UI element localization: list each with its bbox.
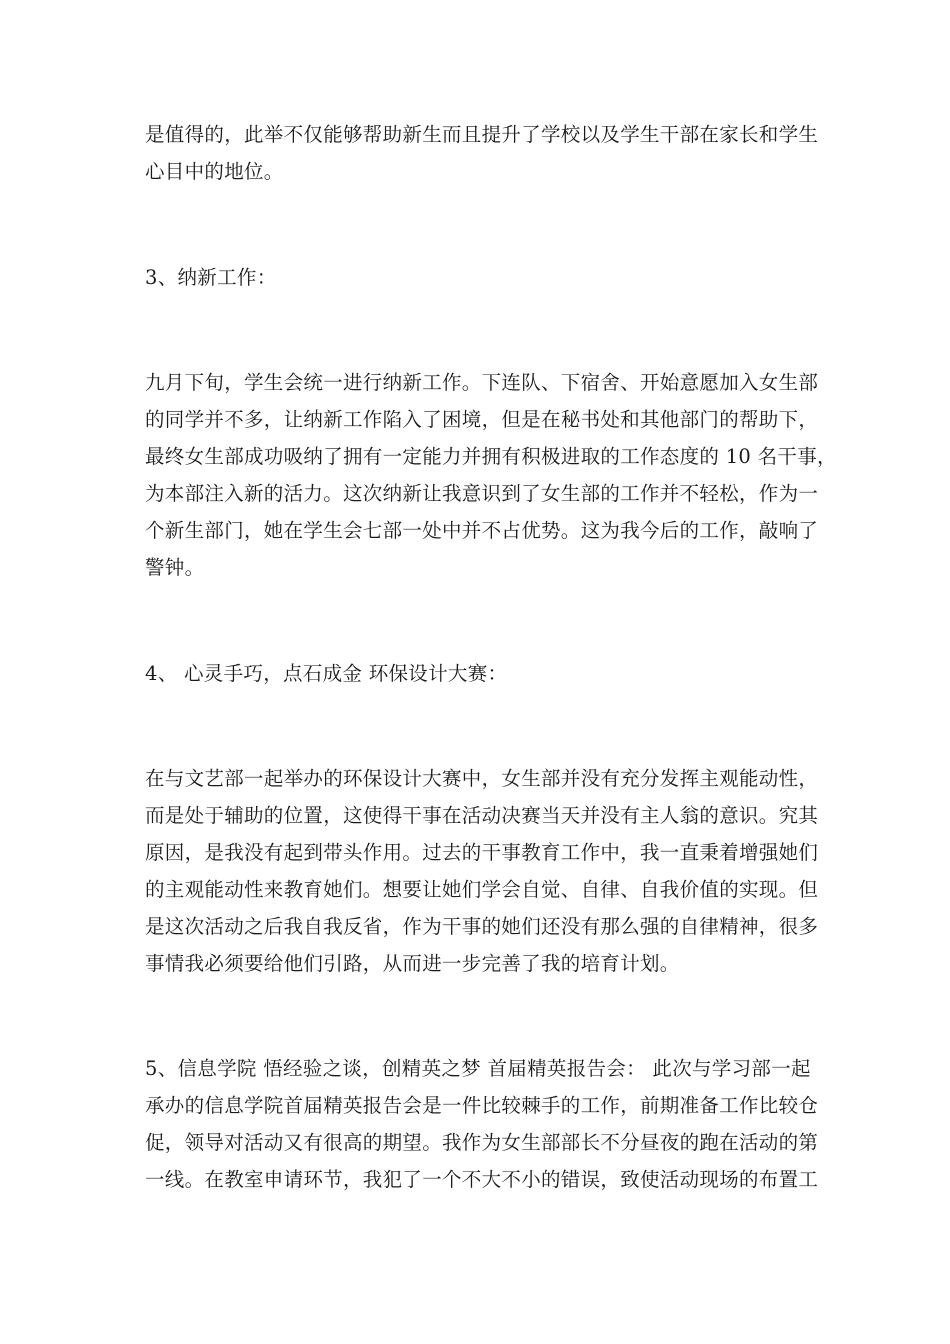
paragraph-2-line-2: 的同学并不多，让纳新工作陷入了困境，但是在秘书处和其他部门的帮助下， bbox=[145, 408, 819, 431]
paragraph-1-line-1: 是值得的，此举不仅能够帮助新生而且提升了学校以及学生干部在家长和学生 bbox=[145, 123, 819, 146]
paragraph-2-line-4: 为本部注入新的活力。这次纳新让我意识到了女生部的工作并不轻松，作为一 bbox=[145, 482, 819, 505]
paragraph-4-line-3: 促，领导对活动又有很高的期望。我作为女生部部长不分昼夜的跑在活动的第 bbox=[145, 1131, 819, 1154]
paragraph-2-line-5: 个新生部门，她在学生会七部一处中并不占优势。这为我今后的工作，敲响了 bbox=[145, 519, 819, 542]
paragraph-4-line-1: 5、信息学院 悟经验之谈，创精英之梦 首届精英报告会： 此次与学习部一起 bbox=[145, 1057, 811, 1080]
paragraph-3-line-5: 是这次活动之后我自我反省，作为干事的她们还没有那么强的自律精神，很多 bbox=[145, 915, 819, 938]
paragraph-3-line-3: 原因，是我没有起到带头作用。过去的干事教育工作中，我一直秉着增强她们 bbox=[145, 841, 819, 864]
paragraph-3-line-1: 在与文艺部一起举办的环保设计大赛中，女生部并没有充分发挥主观能动性， bbox=[145, 767, 819, 790]
paragraph-4-line-4: 一线。在教室申请环节，我犯了一个不大不小的错误，致使活动现场的布置工 bbox=[145, 1168, 819, 1191]
paragraph-4-line-2: 承办的信息学院首届精英报告会是一件比较棘手的工作，前期准备工作比较仓 bbox=[145, 1094, 819, 1117]
paragraph-3-line-2: 而是处于辅助的位置，这使得干事在活动决赛当天并没有主人翁的意识。究其 bbox=[145, 804, 819, 827]
section-3-heading: 3、纳新工作： bbox=[145, 266, 277, 289]
paragraph-2-line-3: 最终女生部成功吸纳了拥有一定能力并拥有积极进取的工作态度的 10 名干事， bbox=[145, 445, 837, 468]
paragraph-1-line-2: 心目中的地位。 bbox=[145, 160, 284, 183]
paragraph-2-line-1: 九月下旬，学生会统一进行纳新工作。下连队、下宿舍、开始意愿加入女生部 bbox=[145, 371, 819, 394]
section-4-heading: 4、 心灵手巧，点石成金 环保设计大赛： bbox=[145, 662, 508, 685]
paragraph-3-line-4: 的主观能动性来教育她们。想要让她们学会自觉、自律、自我价值的实现。但 bbox=[145, 878, 819, 901]
paragraph-3-line-6: 事情我必须要给他们引路，从而进一步完善了我的培育计划。 bbox=[145, 952, 680, 975]
paragraph-2-line-6: 警钟。 bbox=[145, 556, 205, 579]
